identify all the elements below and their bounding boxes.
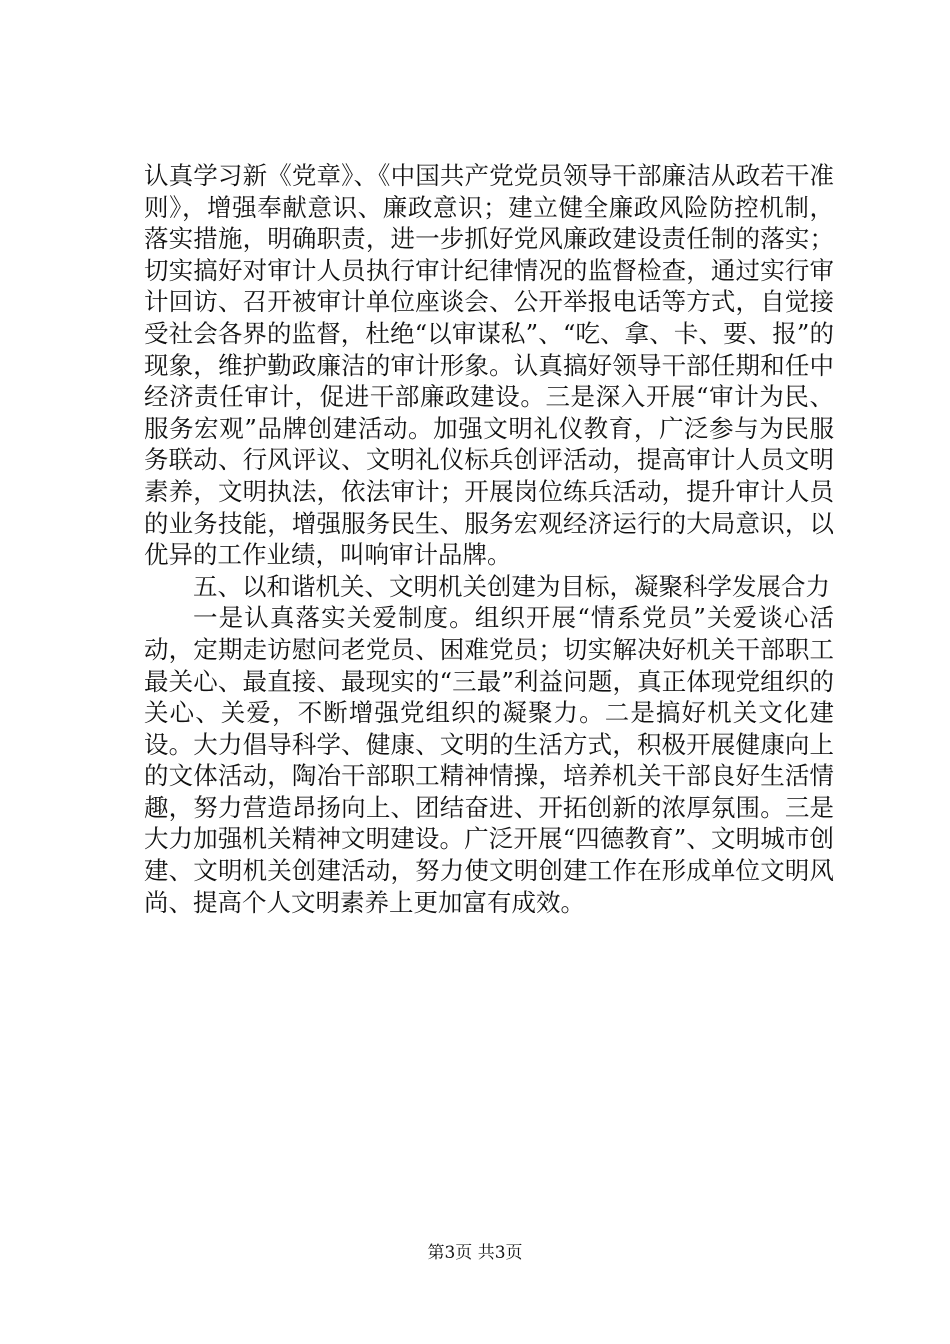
paragraph-care-culture: 一是认真落实关爱制度。组织开展“情系党员”关爱谈心活动，定期走访慰问老党员、困难党员；切实解决好机关干部职工最关心、最直接、最现实的“三最”利益问题，真正体现党组织的关心、关爱，不断增强党组织的凝聚力。二是搞好机关文化建设。大力倡导科学、健康、文明的生活方式，积极开展健康向上的文体活动，陶冶干部职工精神情操，培养机关干部良好生活情趣，努力营造昂扬向上、团结奋进、开拓创新的浓厚氛围。三是大力加强机关精神文明建设。广泛开展“四德教育”、文明城市创建、文明机关创建活动，努力使文明创建工作在形成单位文明风尚、提高个人文明素养上更加富有成效。 [144, 603, 834, 917]
page-number-footer: 第3页 共3页 [427, 1243, 523, 1263]
document-body [144, 160, 834, 918]
paragraph-discipline: 认真学习新《党章》、《中国共产党党员领导干部廉洁从政若干准则》，增强奉献意识、廉政意识；建立健全廉政风险防控机制，落实措施，明确职责，进一步抓好党风廉政建设责任制的落实；切实搞好对审计人员执行审计纪律情况的监督检查，通过实行审计回访、召开被审计单位座谈会、公开举报电话等方式，自觉接受社会各界的监督，杜绝“以审谋私”、“吃、拿、卡、要、报”的现象，维护勤政廉洁的审计形象。认真搞好领导干部任期和任中经济责任审计，促进干部廉政建设。三是深入开展“审计为民、服务宏观”品牌创建活动。加强文明礼仪教育，广泛参与为民服务联动、行风评议、文明礼仪标兵创评活动，提高审计人员文明素养，文明执法，依法审计；开展岗位练兵活动，提升审计人员的业务技能，增强服务民生、服务宏观经济运行的大局意识，以优异的工作业绩，叫响审计品牌。 [144, 161, 834, 570]
section-heading-five: 五、以和谐机关、文明机关创建为目标，凝聚科学发展合力 [193, 571, 830, 601]
